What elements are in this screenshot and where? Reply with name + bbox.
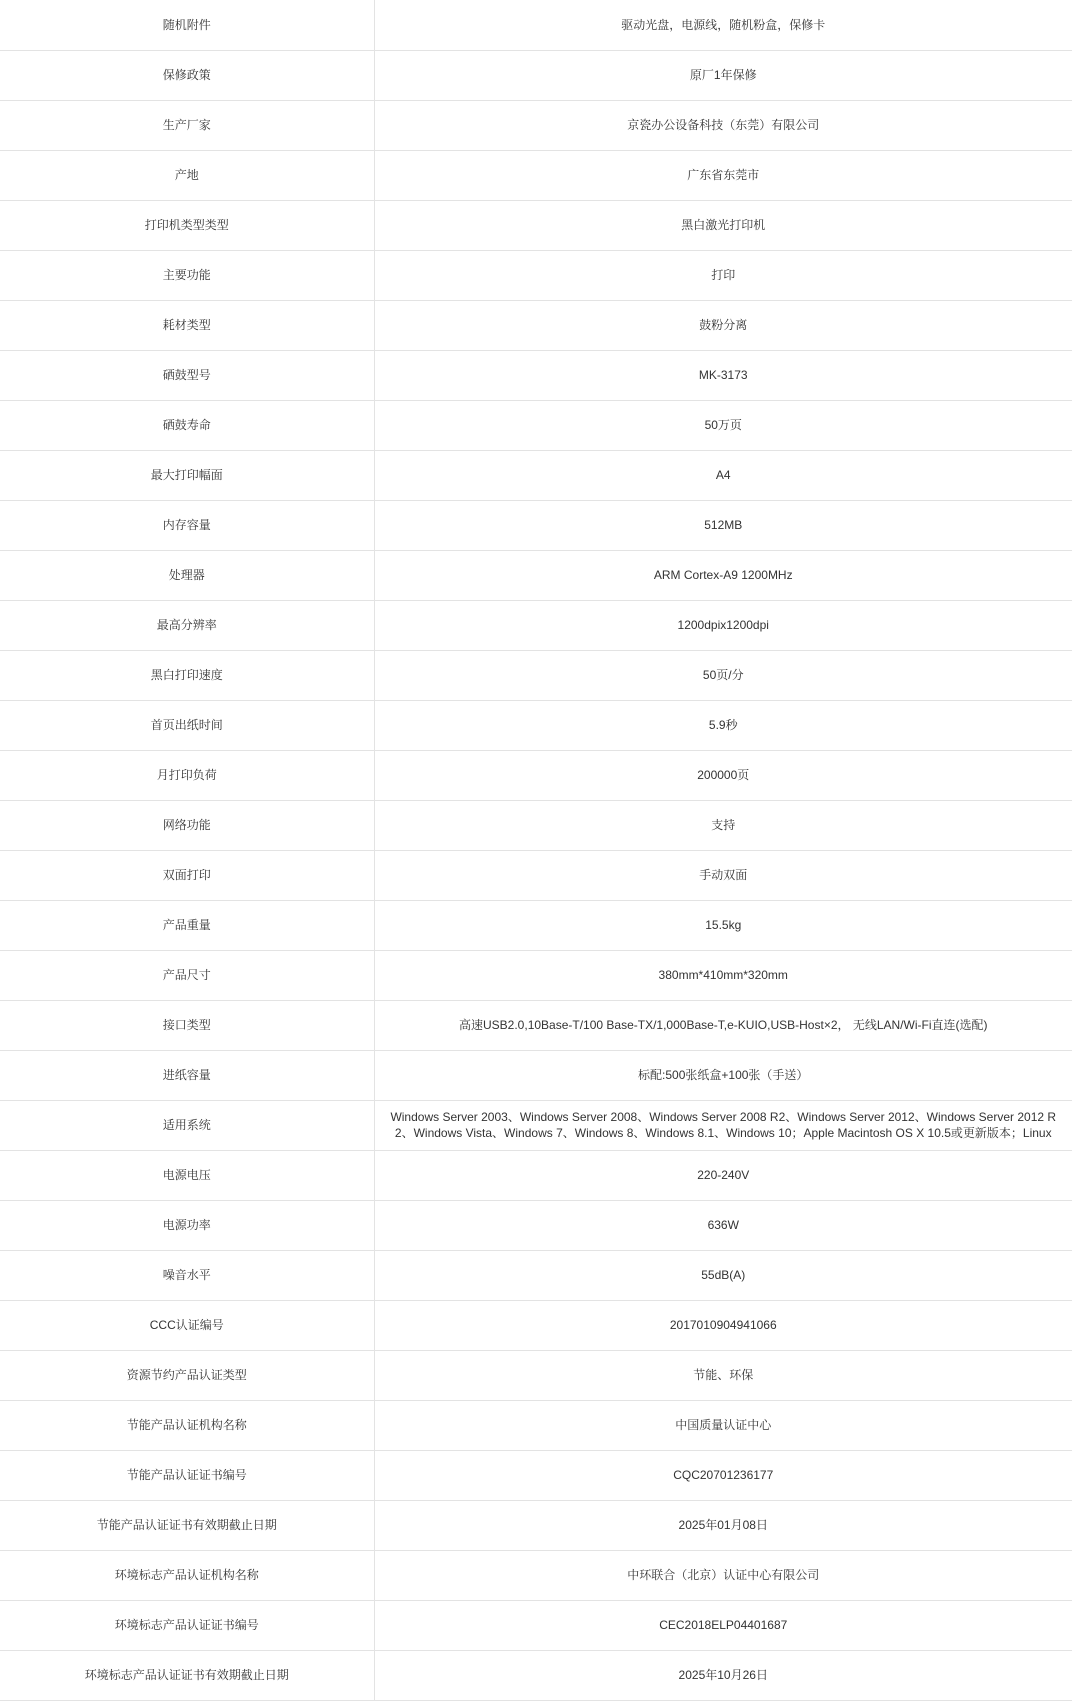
spec-label: 环境标志产品认证机构名称 bbox=[0, 1550, 374, 1600]
table-row bbox=[0, 200, 1072, 250]
table-row bbox=[0, 1500, 1072, 1550]
table-row bbox=[0, 1200, 1072, 1250]
spec-label: 最大打印幅面 bbox=[0, 450, 374, 500]
spec-value bbox=[374, 1100, 1072, 1150]
spec-label: 生产厂家 bbox=[0, 100, 374, 150]
spec-label: 环境标志产品认证证书编号 bbox=[0, 1600, 374, 1650]
spec-value bbox=[374, 400, 1072, 450]
table-row bbox=[0, 300, 1072, 350]
spec-value bbox=[374, 150, 1072, 200]
spec-value-text: 驱动光盘，电源线，随机粉盒，保修卡 bbox=[621, 17, 826, 32]
spec-label: 电源电压 bbox=[0, 1150, 374, 1200]
table-row bbox=[0, 850, 1072, 900]
table-row bbox=[0, 800, 1072, 850]
table-row bbox=[0, 1050, 1072, 1100]
spec-value bbox=[374, 500, 1072, 550]
spec-value bbox=[374, 1000, 1072, 1050]
spec-value-text: 1200dpix1200dpi bbox=[677, 618, 769, 632]
spec-value bbox=[374, 850, 1072, 900]
spec-label: 产品尺寸 bbox=[0, 950, 374, 1000]
spec-value bbox=[374, 300, 1072, 350]
table-row bbox=[0, 550, 1072, 600]
spec-value-text: 中国质量认证中心 bbox=[675, 1418, 772, 1432]
spec-value-text: 2017010904941066 bbox=[669, 1318, 777, 1332]
spec-value-text: 鼓粉分离 bbox=[699, 318, 748, 332]
spec-label: 黑白打印速度 bbox=[0, 650, 374, 700]
spec-value bbox=[374, 900, 1072, 950]
spec-value-text: 380mm*410mm*320mm bbox=[658, 968, 788, 982]
spec-value bbox=[374, 1400, 1072, 1450]
table-row bbox=[0, 1550, 1072, 1600]
spec-label: 节能产品认证证书编号 bbox=[0, 1450, 374, 1500]
spec-label: 月打印负荷 bbox=[0, 750, 374, 800]
spec-value bbox=[374, 1300, 1072, 1350]
table-row bbox=[0, 0, 1072, 50]
spec-label: 硒鼓型号 bbox=[0, 350, 374, 400]
spec-label: 资源节约产品认证类型 bbox=[0, 1350, 374, 1400]
spec-value-text: 原厂1年保修 bbox=[689, 68, 757, 82]
spec-value-text: 手动双面 bbox=[699, 868, 748, 882]
spec-value bbox=[374, 650, 1072, 700]
spec-value bbox=[374, 550, 1072, 600]
spec-value bbox=[374, 1150, 1072, 1200]
spec-value-text: CEC2018ELP04401687 bbox=[659, 1618, 788, 1632]
spec-label: 随机附件 bbox=[0, 0, 374, 50]
spec-label: 节能产品认证机构名称 bbox=[0, 1400, 374, 1450]
table-row bbox=[0, 900, 1072, 950]
spec-label: 节能产品认证证书有效期截止日期 bbox=[0, 1500, 374, 1550]
spec-value-text: 2025年01月08日 bbox=[678, 1518, 768, 1532]
table-row bbox=[0, 600, 1072, 650]
table-row bbox=[0, 1100, 1072, 1150]
spec-value bbox=[374, 1050, 1072, 1100]
table-row bbox=[0, 1300, 1072, 1350]
spec-label: 硒鼓寿命 bbox=[0, 400, 374, 450]
spec-label: 产品重量 bbox=[0, 900, 374, 950]
spec-value-text: 200000页 bbox=[697, 768, 750, 782]
spec-value-text: 50万页 bbox=[704, 418, 742, 432]
table-row bbox=[0, 1150, 1072, 1200]
spec-label: 双面打印 bbox=[0, 850, 374, 900]
spec-label: CCC认证编号 bbox=[0, 1300, 374, 1350]
spec-value-text: 黑白激光打印机 bbox=[681, 218, 766, 232]
table-row bbox=[0, 700, 1072, 750]
table-row bbox=[0, 100, 1072, 150]
spec-value-text: 节能、环保 bbox=[693, 1368, 754, 1382]
spec-label: 进纸容量 bbox=[0, 1050, 374, 1100]
table-row bbox=[0, 400, 1072, 450]
spec-value-text: Windows Server 2003、Windows Server 2008、Windows Server 2008 R2、Windows Server 2012、Windows Server 2012 R2、Windows Vista、Windows 7、Windows 8、Windows 8.1、Windows 10；Apple Macintosh OS X 10.5或更新版本；Linux bbox=[390, 1110, 1057, 1140]
spec-label: 首页出纸时间 bbox=[0, 700, 374, 750]
spec-value bbox=[374, 450, 1072, 500]
table-row bbox=[0, 1600, 1072, 1650]
table-row bbox=[0, 150, 1072, 200]
spec-label: 耗材类型 bbox=[0, 300, 374, 350]
spec-value bbox=[374, 350, 1072, 400]
spec-value bbox=[374, 50, 1072, 100]
spec-label: 接口类型 bbox=[0, 1000, 374, 1050]
spec-value-text: 2025年10月26日 bbox=[678, 1668, 768, 1682]
spec-value bbox=[374, 800, 1072, 850]
spec-label: 最高分辨率 bbox=[0, 600, 374, 650]
spec-value-text: CQC20701236177 bbox=[673, 1468, 774, 1482]
spec-value bbox=[374, 1200, 1072, 1250]
spec-value-text: 55dB(A) bbox=[701, 1268, 746, 1282]
spec-value-text: 高速USB2.0,10Base-T/100 Base-TX/1,000Base-T,e-KUIO,USB-Host×2， 无线LAN/Wi-Fi直连(选配) bbox=[459, 1018, 988, 1032]
spec-value bbox=[374, 200, 1072, 250]
spec-value-text: 支持 bbox=[711, 818, 736, 832]
table-row bbox=[0, 1350, 1072, 1400]
table-row bbox=[0, 1450, 1072, 1500]
spec-label: 环境标志产品认证证书有效期截止日期 bbox=[0, 1650, 374, 1700]
table-row bbox=[0, 1000, 1072, 1050]
spec-label: 网络功能 bbox=[0, 800, 374, 850]
spec-value bbox=[374, 0, 1072, 50]
spec-value bbox=[374, 1250, 1072, 1300]
spec-label: 主要功能 bbox=[0, 250, 374, 300]
spec-value bbox=[374, 250, 1072, 300]
spec-label: 适用系统 bbox=[0, 1100, 374, 1150]
spec-value bbox=[374, 1550, 1072, 1600]
spec-value bbox=[374, 700, 1072, 750]
spec-value-text: 220-240V bbox=[697, 1168, 750, 1182]
table-row bbox=[0, 1250, 1072, 1300]
spec-value-text: 5.9秒 bbox=[708, 718, 738, 732]
spec-value-text: MK-3173 bbox=[698, 368, 748, 382]
spec-value-text: A4 bbox=[715, 468, 731, 482]
spec-label: 产地 bbox=[0, 150, 374, 200]
spec-value bbox=[374, 1650, 1072, 1700]
spec-value bbox=[374, 750, 1072, 800]
spec-value-text: 京瓷办公设备科技（东莞）有限公司 bbox=[627, 118, 820, 132]
spec-value-text: 打印 bbox=[711, 268, 736, 282]
table-row bbox=[0, 650, 1072, 700]
spec-value-text: 中环联合（北京）认证中心有限公司 bbox=[627, 1568, 820, 1582]
spec-value-text: 512MB bbox=[704, 518, 743, 532]
spec-value-text: 636W bbox=[707, 1218, 739, 1232]
spec-label: 打印机类型类型 bbox=[0, 200, 374, 250]
spec-value bbox=[374, 1600, 1072, 1650]
table-row bbox=[0, 1650, 1072, 1700]
spec-value bbox=[374, 1450, 1072, 1500]
spec-value bbox=[374, 100, 1072, 150]
spec-label: 处理器 bbox=[0, 550, 374, 600]
spec-value-text: ARM Cortex-A9 1200MHz bbox=[653, 568, 793, 582]
spec-label: 内存容量 bbox=[0, 500, 374, 550]
spec-label: 保修政策 bbox=[0, 50, 374, 100]
table-row bbox=[0, 450, 1072, 500]
table-row bbox=[0, 1400, 1072, 1450]
spec-value bbox=[374, 1500, 1072, 1550]
spec-label: 电源功率 bbox=[0, 1200, 374, 1250]
table-row bbox=[0, 750, 1072, 800]
spec-label: 噪音水平 bbox=[0, 1250, 374, 1300]
spec-value-text: 50页/分 bbox=[702, 668, 744, 682]
table-row bbox=[0, 50, 1072, 100]
table-row bbox=[0, 350, 1072, 400]
spec-value bbox=[374, 600, 1072, 650]
spec-value-text: 15.5kg bbox=[705, 918, 742, 932]
spec-value-text: 广东省东莞市 bbox=[687, 168, 760, 182]
spec-value bbox=[374, 1350, 1072, 1400]
table-row bbox=[0, 950, 1072, 1000]
table-row bbox=[0, 500, 1072, 550]
table-row bbox=[0, 250, 1072, 300]
spec-value-text: 标配:500张纸盒+100张（手送） bbox=[638, 1068, 809, 1082]
spec-value bbox=[374, 950, 1072, 1000]
